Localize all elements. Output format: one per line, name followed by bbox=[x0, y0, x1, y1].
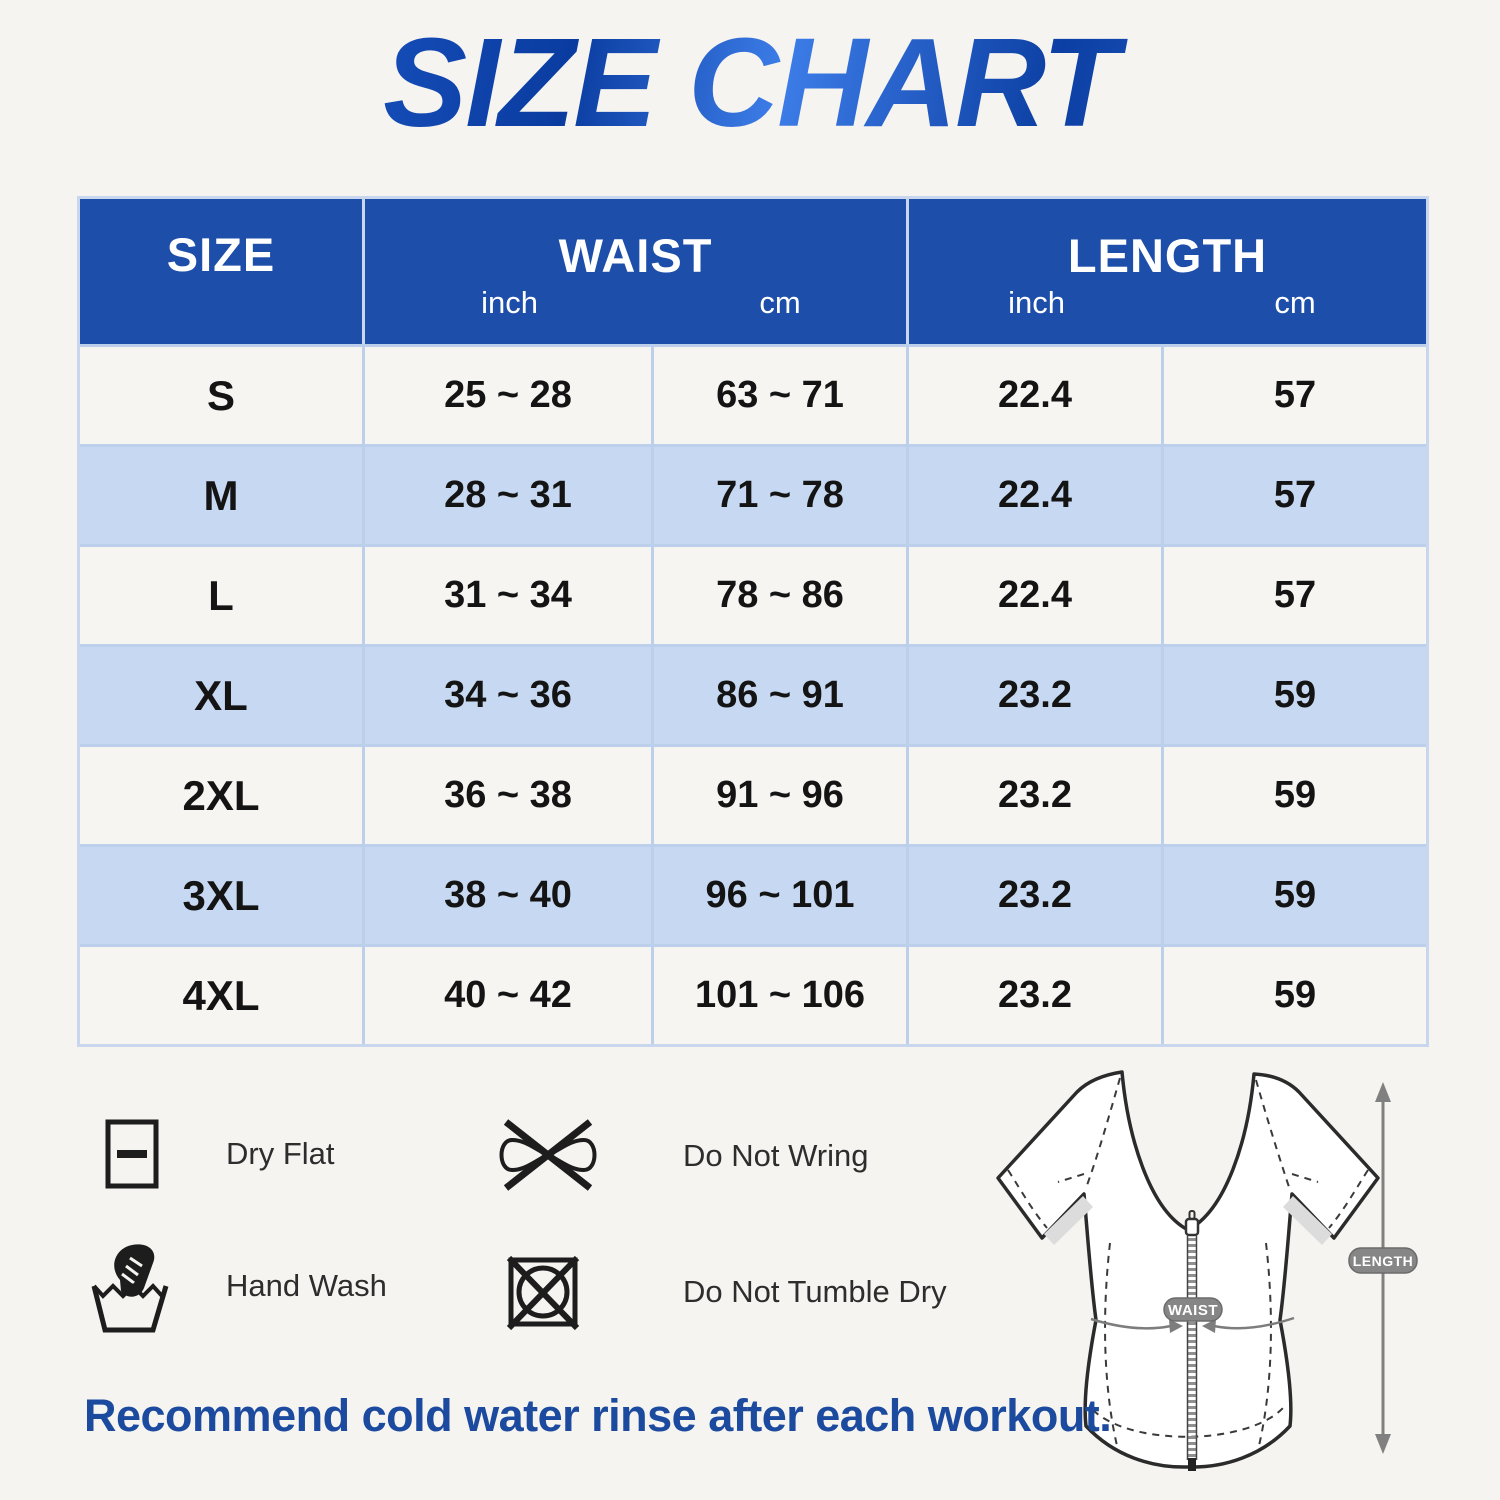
value-cell: 40 ~ 42 bbox=[365, 947, 651, 1044]
unit-label: cm bbox=[1274, 285, 1316, 320]
value-cell: 86 ~ 91 bbox=[654, 647, 906, 744]
value-cell: 59 bbox=[1164, 647, 1426, 744]
value-cell: 63 ~ 71 bbox=[654, 347, 906, 444]
value-cell: 31 ~ 34 bbox=[365, 547, 651, 644]
unit-label: cm bbox=[759, 285, 801, 320]
do-not-tumble-dry-icon bbox=[505, 1254, 581, 1332]
size-table bbox=[77, 196, 1429, 1047]
value-cell: 57 bbox=[1164, 347, 1426, 444]
value-cell: 101 ~ 106 bbox=[654, 947, 906, 1044]
header-group-size bbox=[80, 199, 362, 344]
value-cell: 23.2 bbox=[909, 647, 1161, 744]
value-cell: 59 bbox=[1164, 847, 1426, 944]
value-cell: 57 bbox=[1164, 447, 1426, 544]
value-cell: 57 bbox=[1164, 547, 1426, 644]
do-not-wring-icon bbox=[492, 1116, 604, 1194]
value-cell: 59 bbox=[1164, 747, 1426, 844]
value-cell: 23.2 bbox=[909, 747, 1161, 844]
dry-flat-icon bbox=[104, 1118, 160, 1190]
size-table-header bbox=[80, 199, 1426, 344]
care-label: Do Not Wring bbox=[683, 1138, 869, 1173]
value-cell: 59 bbox=[1164, 947, 1426, 1044]
size-cell: M bbox=[80, 447, 362, 544]
unit-label: inch bbox=[481, 285, 538, 320]
value-cell: 34 ~ 36 bbox=[365, 647, 651, 744]
size-cell: 4XL bbox=[80, 947, 362, 1044]
header-size-label: SIZE bbox=[166, 228, 276, 281]
header-waist-units bbox=[365, 285, 906, 321]
value-cell: 78 ~ 86 bbox=[654, 547, 906, 644]
size-cell: S bbox=[80, 347, 362, 444]
header-group-waist bbox=[365, 199, 906, 344]
value-cell: 22.4 bbox=[909, 547, 1161, 644]
length-measure bbox=[1349, 1082, 1417, 1454]
value-cell: 25 ~ 28 bbox=[365, 347, 651, 444]
care-label: Hand Wash bbox=[226, 1268, 387, 1303]
value-cell: 22.4 bbox=[909, 347, 1161, 444]
unit-label: inch bbox=[1008, 285, 1065, 320]
header-waist-label: WAIST bbox=[558, 229, 713, 282]
footer-note: Recommend cold water rinse after each workout. bbox=[84, 1390, 1112, 1441]
size-cell: 3XL bbox=[80, 847, 362, 944]
value-cell: 28 ~ 31 bbox=[365, 447, 651, 544]
page-title: SIZE CHART bbox=[0, 10, 1500, 155]
zipper bbox=[1186, 1211, 1198, 1471]
size-cell: XL bbox=[80, 647, 362, 744]
hand-wash-icon bbox=[90, 1238, 170, 1336]
value-cell: 23.2 bbox=[909, 947, 1161, 1044]
care-label: Do Not Tumble Dry bbox=[683, 1274, 947, 1309]
header-group-length bbox=[909, 199, 1426, 344]
waist-tag: WAIST bbox=[1168, 1302, 1218, 1319]
value-cell: 96 ~ 101 bbox=[654, 847, 906, 944]
value-cell: 23.2 bbox=[909, 847, 1161, 944]
value-cell: 91 ~ 96 bbox=[654, 747, 906, 844]
size-cell: L bbox=[80, 547, 362, 644]
size-table-body bbox=[80, 347, 1426, 1044]
header-length-units bbox=[909, 285, 1426, 321]
header-length-label: LENGTH bbox=[1067, 229, 1268, 282]
value-cell: 71 ~ 78 bbox=[654, 447, 906, 544]
care-label: Dry Flat bbox=[226, 1136, 335, 1171]
length-tag: LENGTH bbox=[1352, 1253, 1414, 1269]
size-cell: 2XL bbox=[80, 747, 362, 844]
value-cell: 38 ~ 40 bbox=[365, 847, 651, 944]
value-cell: 22.4 bbox=[909, 447, 1161, 544]
value-cell: 36 ~ 38 bbox=[365, 747, 651, 844]
